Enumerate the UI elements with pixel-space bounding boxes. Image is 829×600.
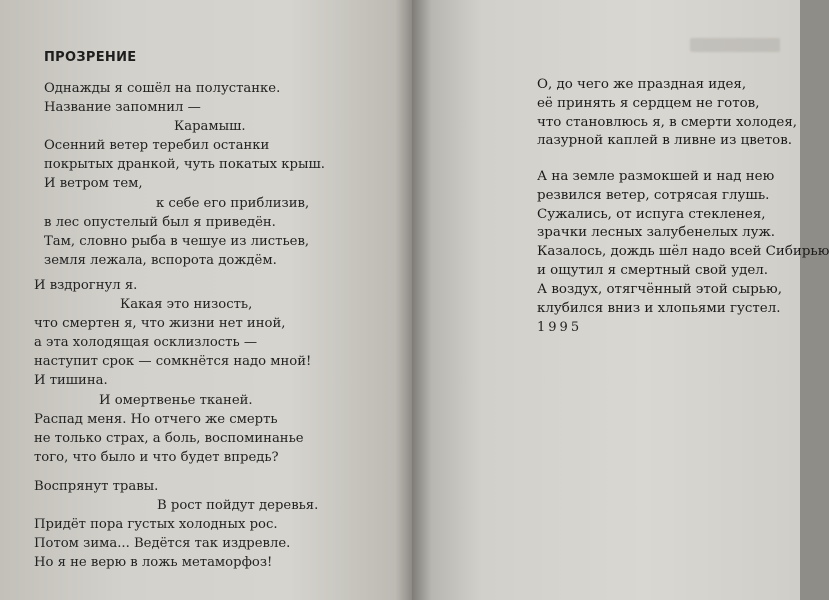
poem-line: Сужались, от испуга стекленея, [537,206,766,222]
poem-line: и ощутил я смертный свой удел. [537,262,769,278]
poem-line: Придёт пора густых холодных рос. [34,517,278,533]
faint-header-mark [690,38,780,52]
right-stanza-1 [537,75,797,150]
poem-line: Там, словно рыба в чешуе из листьев, [44,233,310,249]
poem-line: И вздрогнул я. [34,278,138,293]
poem-line: наступит срок — сомкнётся надо мной! [34,354,312,370]
right-stanza-2 [537,167,829,317]
poem-line: Воспрянут травы. [34,479,159,494]
poem-title: ПРОЗРЕНИЕ [44,50,137,65]
poem-line: Однажды я сошёл на полустанке. [44,81,281,96]
left-stanza-3 [34,477,318,572]
poem-line: О, до чего же праздная идея, [537,77,747,92]
poem-line: Осенний ветер теребил останки [44,138,270,154]
left-stanza-2 [34,276,311,467]
poem-line: резвился ветер, сотрясая глушь. [537,187,770,203]
poem-line: лазурной каплей в ливне из цветов. [537,133,792,149]
poem-line: Какая это низость, [120,297,253,313]
poem-line: Карамыш. [174,119,246,135]
poem-line: А воздух, отягчённый этой сырью, [537,281,782,297]
poem-line: земля лежала, вспорота дождём. [44,252,277,268]
poem-line: И омертвенье тканей. [99,392,253,408]
poem-line: И тишина. [34,373,108,389]
poem-line: что смертен я, что жизни нет иной, [34,316,286,332]
poem-line: А на земле размокшей и над нею [537,169,775,184]
left-stanza-1 [44,79,325,270]
poem-line: в лес опустелый был я приведён. [44,214,276,230]
poem-line: Но я не верю в ложь метаморфоз! [34,555,273,571]
poem-line: к себе его приблизив, [156,195,310,211]
poem-line: её принять я сердцем не готов, [537,95,760,111]
poem-line: Потом зима... Ведётся так издревле. [34,536,291,552]
poem-line: зрачки лесных залубенелых луж. [537,225,776,241]
poem-line: клубился вниз и хлопьями густел. [537,300,781,316]
poem-line: что становлюсь я, в смерти холодея, [537,114,798,130]
poem-line: Казалось, дождь шёл надо всей Сибирью [537,244,829,260]
poem-line: В рост пойдут деревья. [157,498,319,514]
poem-line: Название запомнил — [44,100,201,116]
poem-line: того, что было и что будет впредь? [34,449,279,465]
poem-line: покрытых дранкой, чуть покатых крыш. [44,157,325,173]
poem-line: И ветром тем, [44,176,143,192]
poem-date: 1995 [537,320,583,335]
poem-line: Распад меня. Но отчего же смерть [34,411,278,427]
poem-line: а эта холодящая осклизлость — [34,335,258,351]
poem-line: не только страх, а боль, воспоминанье [34,430,304,446]
